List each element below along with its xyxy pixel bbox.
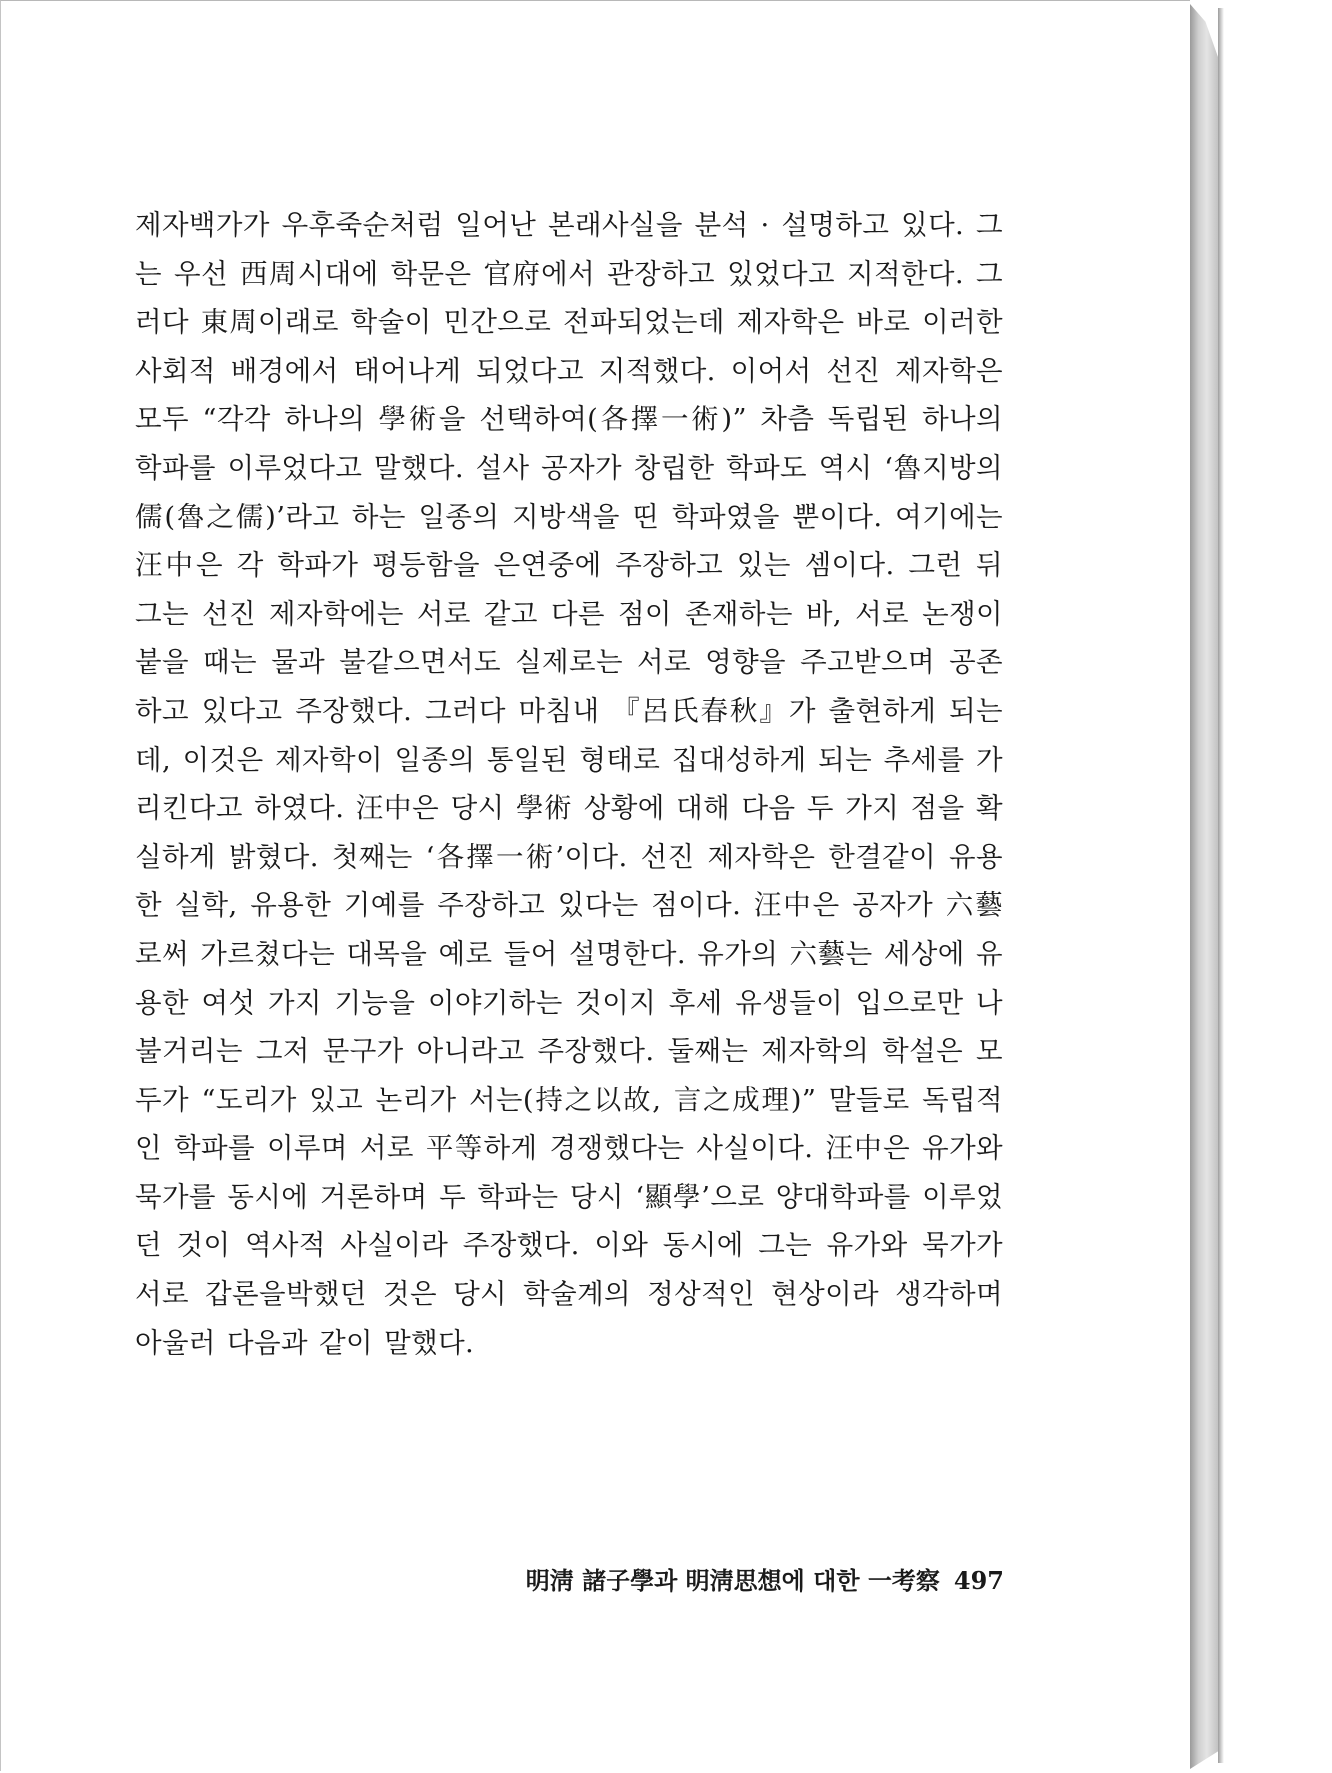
page-shadow — [1218, 8, 1224, 1763]
page-edge — [1190, 4, 1218, 1769]
running-footer — [521, 1561, 1004, 1601]
body-paragraph: 제자백가가 우후죽순처럼 일어난 본래사실을 분석 · 설명하고 있다. 그는 우선 西周시대에 학문은 官府에서 관장하고 있었다고 지적한다. 그러다 東周이래로 학술이 민간으로 전파되었는데 제자학은 바로 이러한 사회적 배경에서 태어나게 되었다고 지적했다. 이어서 선진 제자학은 모두 “각각 하나의 學術을 선택하여(各擇一術)” 차츰 독립된 하나의 학파를 이루었다고 말했다. 설사 공자가 창립한 학파도 역시 ‘魯지방의 儒(魯之儒)’라고 하는 일종의 지방색을 띤 학파였을 뿐이다. 여기에는 汪中은 각 학파가 평등함을 은연중에 주장하고 있는 셈이다. 그런 뒤 그는 선진 제자학에는 서로 같고 다른 점이 존재하는 바, 서로 논쟁이 붙을 때는 물과 불같으면서도 실제로는 서로 영향을 주고받으며 공존하고 있다고 주장했다. 그러다 마침내 『呂氏春秋』가 출현하게 되는데, 이것은 제자학이 일종의 통일된 형태로 집대성하게 되는 추세를 가리킨다고 하였다. 汪中은 당시 學術 상황에 대해 다음 두 가지 점을 확실하게 밝혔다. 첫째는 ‘各擇一術’이다. 선진 제자학은 한결같이 유용한 실학, 유용한 기예를 주장하고 있다는 점이다. 汪中은 공자가 六藝로써 가르쳤다는 대목을 예로 들어 설명한다. 유가의 六藝는 세상에 유용한 여섯 가지 기능을 이야기하는 것이지 후세 유생들이 입으로만 나불거리는 그저 문구가 아니라고 주장했다. 둘째는 제자학의 학설은 모두가 “도리가 있고 논리가 서는(持之以故, 言之成理)” 말들로 독립적인 학파를 이루며 서로 平等하게 경쟁했다는 사실이다. 汪中은 유가와 묵가를 동시에 거론하며 두 학파는 당시 ‘顯學’으로 양대학파를 이루었던 것이 역사적 사실이라 주장했다. 이와 동시에 그는 유가와 묵가가 서로 갑론을박했던 것은 당시 학술계의 정상적인 현상이라 생각하며 아울러 다음과 같이 말했다. — [135, 209, 1003, 1359]
running-title: 明淸 諸子學과 明淸思想에 대한 一考察 — [525, 1566, 940, 1595]
page-number: 497 — [953, 1566, 1004, 1595]
